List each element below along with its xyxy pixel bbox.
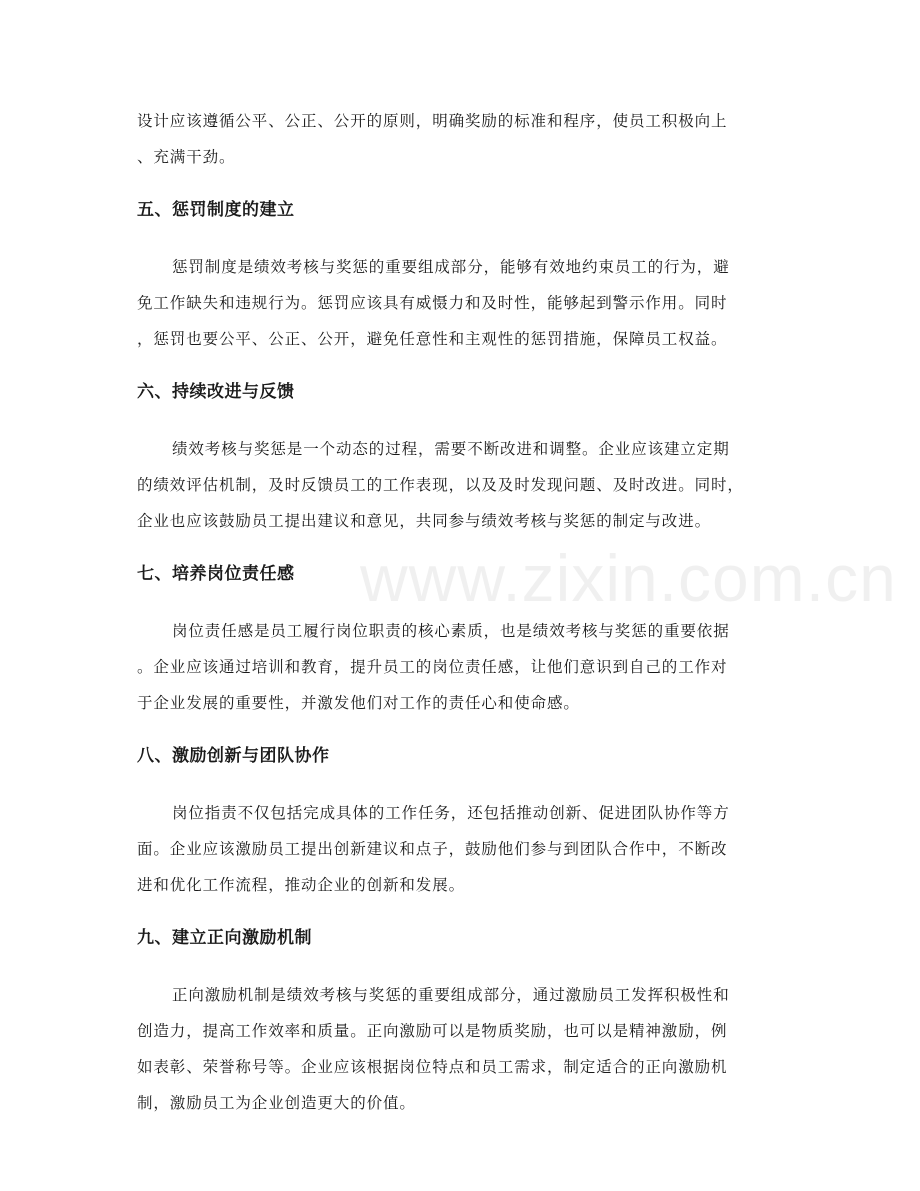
- paragraph-line: 免工作缺失和违规行为。惩罚应该具有威慑力和及时性，能够起到警示作用。同时: [137, 294, 728, 312]
- section-heading: 六、持续改进与反馈: [137, 382, 295, 402]
- section-heading: 九、建立正向激励机制: [137, 928, 312, 948]
- section-paragraph: [137, 613, 787, 721]
- document-body: [137, 103, 787, 1121]
- paragraph-line: 。企业应该通过培训和教育，提升员工的岗位责任感，让他们意识到自己的工作对: [137, 658, 728, 676]
- section-paragraph: [137, 249, 787, 357]
- paragraph-line: 制，激励员工为企业创造更大的价值。: [137, 1094, 416, 1112]
- paragraph-line: 岗位责任感是员工履行岗位职责的核心素质，也是绩效考核与奖惩的重要依据: [172, 622, 730, 640]
- paragraph-line: 创造力，提高工作效率和质量。正向激励可以是物质奖励，也可以是精神激励，例: [137, 1022, 728, 1040]
- paragraph-line: 正向激励机制是绩效考核与奖惩的重要组成部分，通过激励员工发挥积极性和: [172, 986, 730, 1004]
- paragraph-line: 面。企业应该激励员工提出创新建议和点子，鼓励他们参与到团队合作中，不断改: [137, 840, 728, 858]
- section-heading: 八、激励创新与团队协作: [137, 746, 330, 766]
- paragraph-line: ，惩罚也要公平、公正、公开，避免任意性和主观性的惩罚措施，保障员工权益。: [137, 330, 728, 348]
- paragraph-line: 的绩效评估机制，及时反馈员工的工作表现，以及及时发现问题、及时改进。同时，: [137, 476, 744, 494]
- paragraph-line: 进和优化工作流程，推动企业的创新和发展。: [137, 876, 466, 894]
- paragraph-line: 企业也应该鼓励员工提出建议和意见，共同参与绩效考核与奖惩的制定与改进。: [137, 512, 712, 530]
- watermark: www.zixin.com.cn: [360, 541, 897, 615]
- paragraph-line: 如表彰、荣誉称号等。企业应该根据岗位特点和员工需求，制定适合的正向激励机: [137, 1058, 728, 1076]
- paragraph-line: 岗位指责不仅包括完成具体的工作任务，还包括推动创新、促进团队协作等方: [172, 804, 730, 822]
- section-heading: 五、惩罚制度的建立: [137, 200, 295, 220]
- paragraph-line: 惩罚制度是绩效考核与奖惩的重要组成部分，能够有效地约束员工的行为，避: [172, 258, 730, 276]
- section-paragraph: [137, 431, 787, 539]
- paragraph-line: 设计应该遵循公平、公正、公开的原则，明确奖励的标准和程序，使员工积极向上: [137, 112, 728, 130]
- section-heading: 七、培养岗位责任感: [137, 564, 295, 584]
- paragraph-line: 于企业发展的重要性，并激发他们对工作的责任心和使命感。: [137, 694, 580, 712]
- intro-paragraph: [137, 103, 787, 175]
- paragraph-line: 、充满干劲。: [137, 148, 236, 166]
- section-paragraph: [137, 795, 787, 903]
- section-paragraph: [137, 977, 787, 1121]
- paragraph-line: 绩效考核与奖惩是一个动态的过程，需要不断改进和调整。企业应该建立定期: [172, 440, 730, 458]
